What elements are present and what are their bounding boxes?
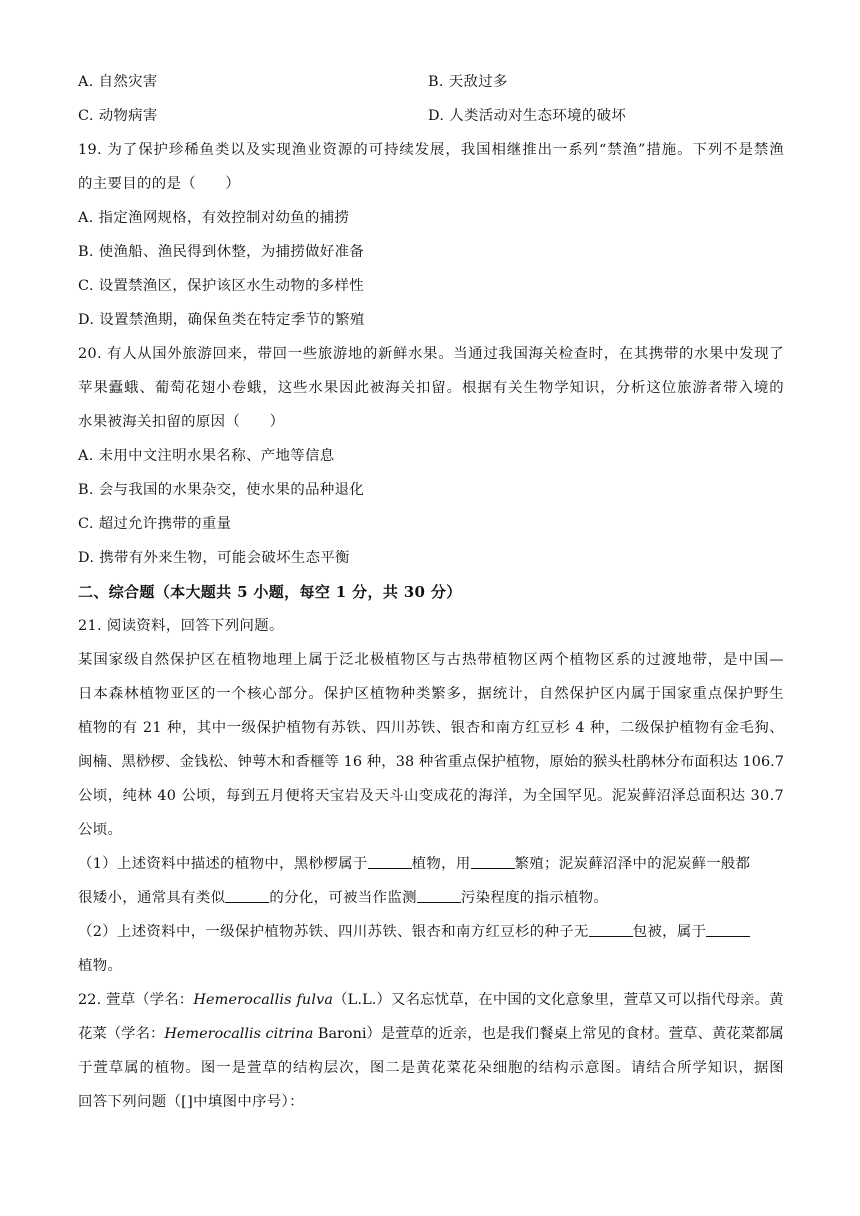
q22-text: 22. 萱草（学名： [78,992,194,1008]
q22-stem-line-4: 回答下列问题（[]中填图中序号）： [78,1094,304,1110]
q22-stem-line-3: 于萱草属的植物。图一是萱草的结构层次，图二是黄花菜花朵细胞的结构示意图。请结合所学知识，据图 [78,1060,784,1076]
answer-blank[interactable] [706,922,750,937]
q21-s1-text-c: 繁殖；泥炭藓沼泽中的泥炭藓一般都 [514,856,751,872]
q21-passage-line-6: 公顷。 [78,822,123,838]
q22-text: （L.L.）又名忘忧草，在中国的文化意象里，萱草又可以指代母亲。黄 [333,992,784,1008]
q21-subquestion-1-line-2 [78,888,784,908]
q20-option-a: A. 未用中文注明水果名称、产地等信息 [78,448,335,464]
q19-option-a: A. 指定渔网规格，有效控制对幼鱼的捕捞 [78,210,350,226]
q21-s1-text-a: （1）上述资料中描述的植物中，黑桫椤属于 [78,856,368,872]
q22-stem-line-2 [78,1024,784,1044]
q20-stem-line-1: 20. 有人从国外旅游回来，带回一些旅游地的新鲜水果。当通过我国海关检查时，在其携带的水果中发现了 [78,346,784,362]
q22-text: Baroni）是萱草的近亲，也是我们餐桌上常见的食材。萱草、黄花菜都属 [313,1026,784,1042]
q21-s2-text-b: 包被，属于 [632,924,707,940]
q18-option-b: B. 天敌过多 [428,74,508,90]
q20-option-b: B. 会与我国的水果杂交，使水果的品种退化 [78,482,365,498]
q19-option-b: B. 使渔船、渔民得到休整，为捕捞做好准备 [78,244,365,260]
answer-blank[interactable] [417,888,461,903]
scientific-name: Hemerocallis citrina [164,1026,314,1042]
q21-stem: 21. 阅读资料，回答下列问题。 [78,618,284,634]
q21-s1-text-f: 污染程度的指示植物。 [460,890,609,906]
q21-s1-text-b: 植物，用 [411,856,471,872]
q18-option-d: D. 人类活动对生态环境的破坏 [428,108,627,124]
q21-passage-line-2: 日本森林植物亚区的一个核心部分。保护区植物种类繁多，据统计，自然保护区内属于国家重点保护野生 [78,686,784,702]
q18-option-c: C. 动物病害 [78,108,158,124]
q21-subquestion-2-line-2: 植物。 [78,958,123,974]
q19-stem-line-2: 的主要目的的是（ ） [78,176,241,192]
section-2-heading: 二、综合题（本大题共 5 小题，每空 1 分，共 30 分） [78,583,462,601]
q21-passage-line-1: 某国家级自然保护区在植物地理上属于泛北极植物区与古热带植物区两个植物区系的过渡地带，是中国— [78,652,784,668]
answer-blank[interactable] [225,888,269,903]
q22-stem-line-1 [78,990,784,1010]
q20-stem-line-3: 水果被海关扣留的原因（ ） [78,414,285,430]
q19-option-c: C. 设置禁渔区，保护该区水生动物的多样性 [78,278,365,294]
q19-stem-line-1: 19. 为了保护珍稀鱼类以及实现渔业资源的可持续发展，我国相继推出一系列“禁渔”措施。下列不是禁渔 [78,142,784,158]
q21-s1-text-d: 很矮小，通常具有类似 [78,890,226,906]
q20-stem-line-2: 苹果蠹蛾、葡萄花翅小卷蛾，这些水果因此被海关扣留。根据有关生物学知识，分析这位旅游者带入境的 [78,380,784,396]
q18-option-a: A. 自然灾害 [78,74,158,90]
q20-option-d: D. 携带有外来生物，可能会破坏生态平衡 [78,550,350,566]
q21-subquestion-1-line-1 [78,854,784,874]
answer-blank[interactable] [368,854,412,869]
q21-s2-text-a: （2）上述资料中，一级保护植物苏铁、四川苏铁、银杏和南方红豆杉的种子无 [78,924,589,940]
q21-subquestion-2-line-1 [78,922,784,942]
answer-blank[interactable] [471,854,515,869]
q21-passage-line-4: 闽楠、黑桫椤、金钱松、钟萼木和香榧等 16 种，38 种省重点保护植物，原始的猴头杜鹃林分布面积达 106.7 [78,754,784,770]
scientific-name: Hemerocallis fulva [193,992,334,1008]
q20-option-c: C. 超过允许携带的重量 [78,516,232,532]
answer-blank[interactable] [589,922,633,937]
q21-s1-text-e: 的分化，可被当作监测 [269,890,417,906]
q22-text: 花菜（学名： [78,1026,165,1042]
q21-passage-line-5: 公顷，纯林 40 公顷，每到五月便将天宝岩及天斗山变成花的海洋，为全国罕见。泥炭藓沼泽总面积达 30.7 [78,788,784,804]
q21-passage-line-3: 植物的有 21 种，其中一级保护植物有苏铁、四川苏铁、银杏和南方红豆杉 4 种，二级保护植物有金毛狗、 [78,720,784,736]
q19-option-d: D. 设置禁渔期，确保鱼类在特定季节的繁殖 [78,312,365,328]
